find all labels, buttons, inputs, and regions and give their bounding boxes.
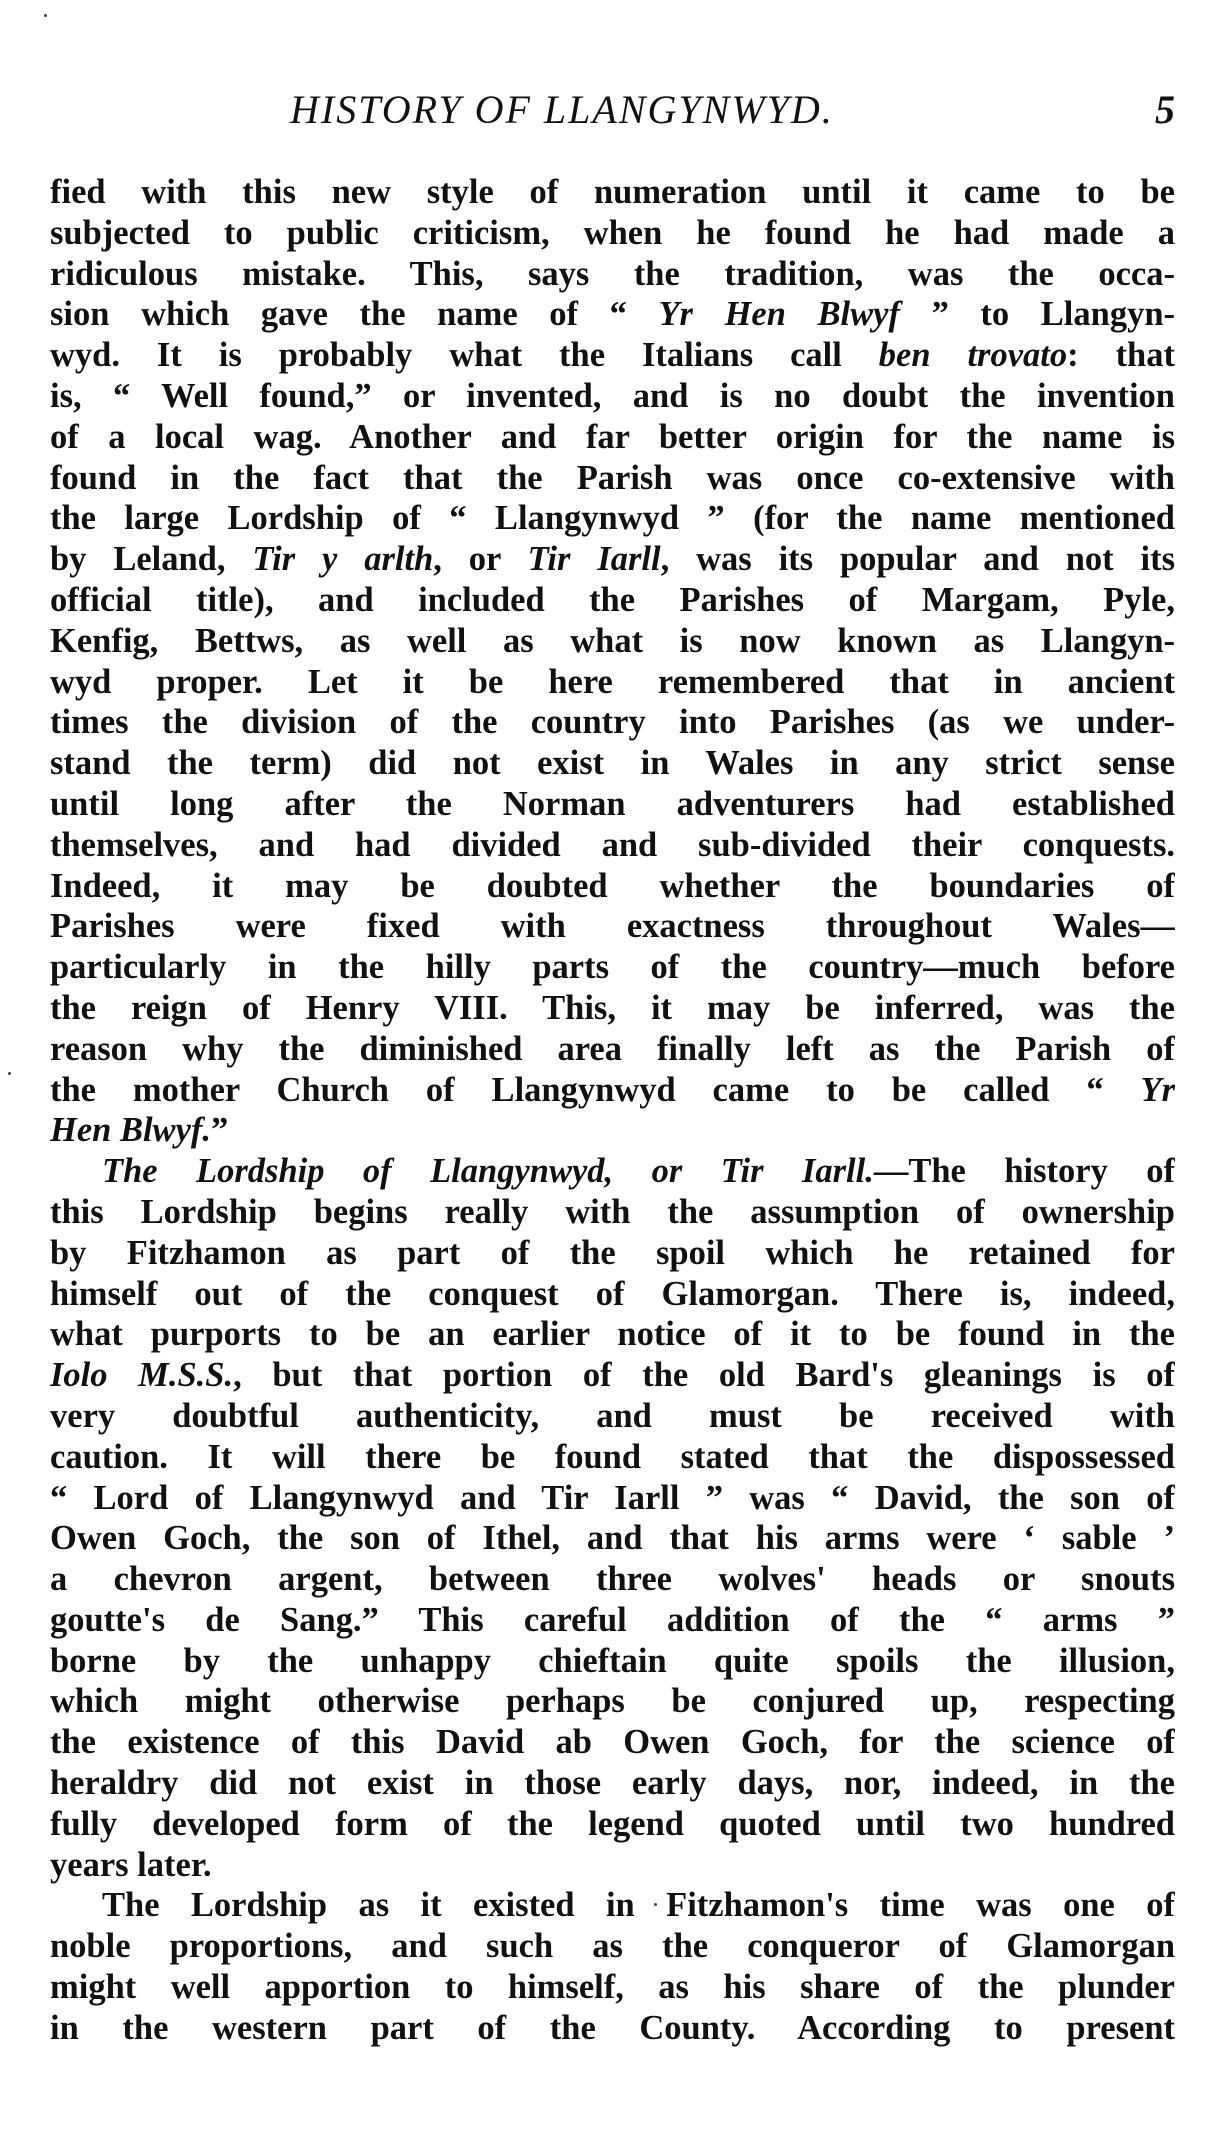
text-line: [50, 947, 1175, 988]
text-line: [50, 1967, 1175, 2008]
text-line: [50, 1681, 1175, 1722]
italic-text: The Lordship of Llangynwyd, or Tir Iarll.: [102, 1152, 874, 1191]
text-segment: subjected to public criticism, when he found he had made a: [50, 213, 1175, 252]
text-segment: , or: [433, 540, 528, 579]
text-line: [50, 213, 1175, 254]
text-line: [50, 743, 1175, 784]
text-segment: might well apportion to himself, as his share of the plunder: [50, 1968, 1175, 2007]
text-segment: found in the fact that the Parish was once co-extensive with: [50, 458, 1175, 497]
text-line: [50, 498, 1175, 539]
text-segment: particularly in the hilly parts of the country—much before: [50, 948, 1175, 987]
text-segment: official title), and included the Parishes of Margam, Pyle,: [50, 580, 1175, 619]
text-segment: wyd proper. Let it be here remembered that in ancient: [50, 662, 1175, 701]
text-line: [50, 458, 1175, 499]
text-segment: what purports to be an earlier notice of it to be found in the: [50, 1315, 1175, 1354]
text-line: [50, 1314, 1175, 1355]
text-segment: in the western part of the County. According to present: [50, 2008, 1175, 2047]
text-segment: the existence of this David ab Owen Goch, for the science of: [50, 1723, 1175, 1762]
text-segment: years later.: [50, 1845, 212, 1884]
text-line: [50, 1885, 1175, 1926]
text-line: [50, 335, 1175, 376]
text-line: [50, 1070, 1175, 1111]
text-line: [50, 1478, 1175, 1519]
text-line: [50, 1151, 1175, 1192]
text-segment: noble proportions, and such as the conqueror of Glamorgan: [50, 1927, 1175, 1966]
text-segment: , was its popular and not its: [660, 540, 1175, 579]
text-segment: , but that portion of the old Bard's gleanings is of: [233, 1356, 1175, 1395]
text-segment: ridiculous mistake. This, says the tradition, was the occa-: [50, 254, 1175, 293]
text-segment: ”: [211, 1111, 229, 1150]
running-title: HISTORY OF LLANGYNWYD.: [290, 87, 834, 132]
text-line: [50, 1355, 1175, 1396]
text-segment: is, “ Well found,” or invented, and is no doubt the invention: [50, 376, 1175, 415]
text-segment: the reign of Henry VIII. This, it may be inferred, was the: [50, 988, 1175, 1027]
print-speck: [44, 14, 47, 17]
text-segment: caution. It will there be found stated that the dispossessed: [50, 1437, 1175, 1476]
text-line: [50, 1722, 1175, 1763]
italic-text: Yr: [1140, 1070, 1175, 1109]
text-segment: reason why the diminished area finally left as the Parish of: [50, 1029, 1175, 1068]
text-line: [50, 1804, 1175, 1845]
text-segment: the large Lordship of “ Llangynwyd ” (for the name mentioned: [50, 499, 1175, 538]
italic-text: Tir Iarll: [527, 540, 661, 579]
text-segment: borne by the unhappy chieftain quite spoils the illusion,: [50, 1641, 1175, 1680]
text-segment: —The history of: [873, 1152, 1175, 1191]
text-line: [50, 1518, 1175, 1559]
text-line: [50, 1029, 1175, 1070]
text-line: [50, 580, 1175, 621]
text-line: [50, 825, 1175, 866]
text-line: [50, 2008, 1175, 2049]
text-line: [50, 294, 1175, 335]
text-line: [50, 1274, 1175, 1315]
text-segment: goutte's de Sang.” This careful addition of the “ arms ”: [50, 1600, 1175, 1639]
text-line: [50, 1845, 1175, 1886]
text-line: [50, 376, 1175, 417]
text-segment: a chevron argent, between three wolves' heads or snouts: [50, 1560, 1175, 1599]
page-header: [50, 80, 1175, 150]
text-line: [50, 866, 1175, 907]
text-segment: of a local wag. Another and far better origin for the name is: [50, 417, 1175, 456]
italic-text: ben trovato: [878, 336, 1068, 375]
text-segment: times the division of the country into Parishes (as we under-: [50, 703, 1175, 742]
text-line: [50, 1396, 1175, 1437]
text-segment: : that: [1067, 336, 1175, 375]
text-segment: which might otherwise perhaps be conjured up, respecting: [50, 1682, 1175, 1721]
text-segment: “ Lord of Llangynwyd and Tir Iarll ” was “ David, the son of: [50, 1478, 1175, 1517]
text-segment: ” to Llangyn-: [899, 295, 1175, 334]
italic-text: Tir y arlth: [252, 540, 434, 579]
text-line: [50, 662, 1175, 703]
text-segment: wyd. It is probably what the Italians call: [50, 336, 879, 375]
text-segment: themselves, and had divided and sub-divided their conquests.: [50, 825, 1175, 864]
page-number: 5: [1155, 87, 1175, 132]
text-segment: very doubtful authenticity, and must be received with: [50, 1396, 1175, 1435]
text-line: [50, 1641, 1175, 1682]
text-line: [50, 417, 1175, 458]
text-line: [50, 1192, 1175, 1233]
text-segment: The Lordship as it existed in Fitzhamon's time was one of: [102, 1886, 1175, 1925]
text-line: [50, 254, 1175, 295]
text-segment: Kenfig, Bettws, as well as what is now known as Llangyn-: [50, 621, 1175, 660]
text-line: [50, 1926, 1175, 1967]
text-segment: fied with this new style of numeration until it came to be: [50, 173, 1175, 211]
text-segment: Indeed, it may be doubted whether the boundaries of: [50, 866, 1175, 905]
text-line: [50, 172, 1175, 213]
text-line: [50, 988, 1175, 1029]
text-line: [50, 1763, 1175, 1804]
text-line: [50, 784, 1175, 825]
text-segment: by Leland,: [50, 540, 253, 579]
text-segment: stand the term) did not exist in Wales in any strict sense: [50, 744, 1175, 783]
text-line: [50, 1600, 1175, 1641]
text-segment: himself out of the conquest of Glamorgan. There is, indeed,: [50, 1274, 1175, 1313]
text-segment: Parishes were fixed with exactness throughout Wales—: [50, 907, 1175, 946]
text-segment: the mother Church of Llangynwyd came to be called “: [50, 1070, 1141, 1109]
text-line: [50, 1233, 1175, 1274]
text-segment: fully developed form of the legend quoted until two hundred: [50, 1804, 1175, 1843]
text-line: [50, 621, 1175, 662]
text-segment: heraldry did not exist in those early days, nor, indeed, in the: [50, 1764, 1175, 1803]
text-segment: Owen Goch, the son of Ithel, and that his arms were ‘ sable ’: [50, 1519, 1175, 1558]
text-segment: this Lordship begins really with the assumption of ownership: [50, 1192, 1175, 1231]
text-segment: by Fitzhamon as part of the spoil which he retained for: [50, 1233, 1175, 1272]
text-line: [50, 906, 1175, 947]
body-text: [50, 172, 1175, 2049]
text-segment: until long after the Norman adventurers had established: [50, 784, 1175, 823]
italic-text: Yr Hen Blwyf: [658, 295, 900, 334]
italic-text: Hen Blwyf.: [50, 1111, 211, 1150]
text-line: [50, 1437, 1175, 1478]
text-line: [50, 539, 1175, 580]
text-line: [50, 702, 1175, 743]
text-segment: sion which gave the name of “: [50, 295, 659, 334]
italic-text: Iolo M.S.S.: [50, 1356, 234, 1395]
print-speck: [8, 1072, 11, 1075]
text-line: [50, 1110, 1175, 1151]
text-line: [50, 1559, 1175, 1600]
